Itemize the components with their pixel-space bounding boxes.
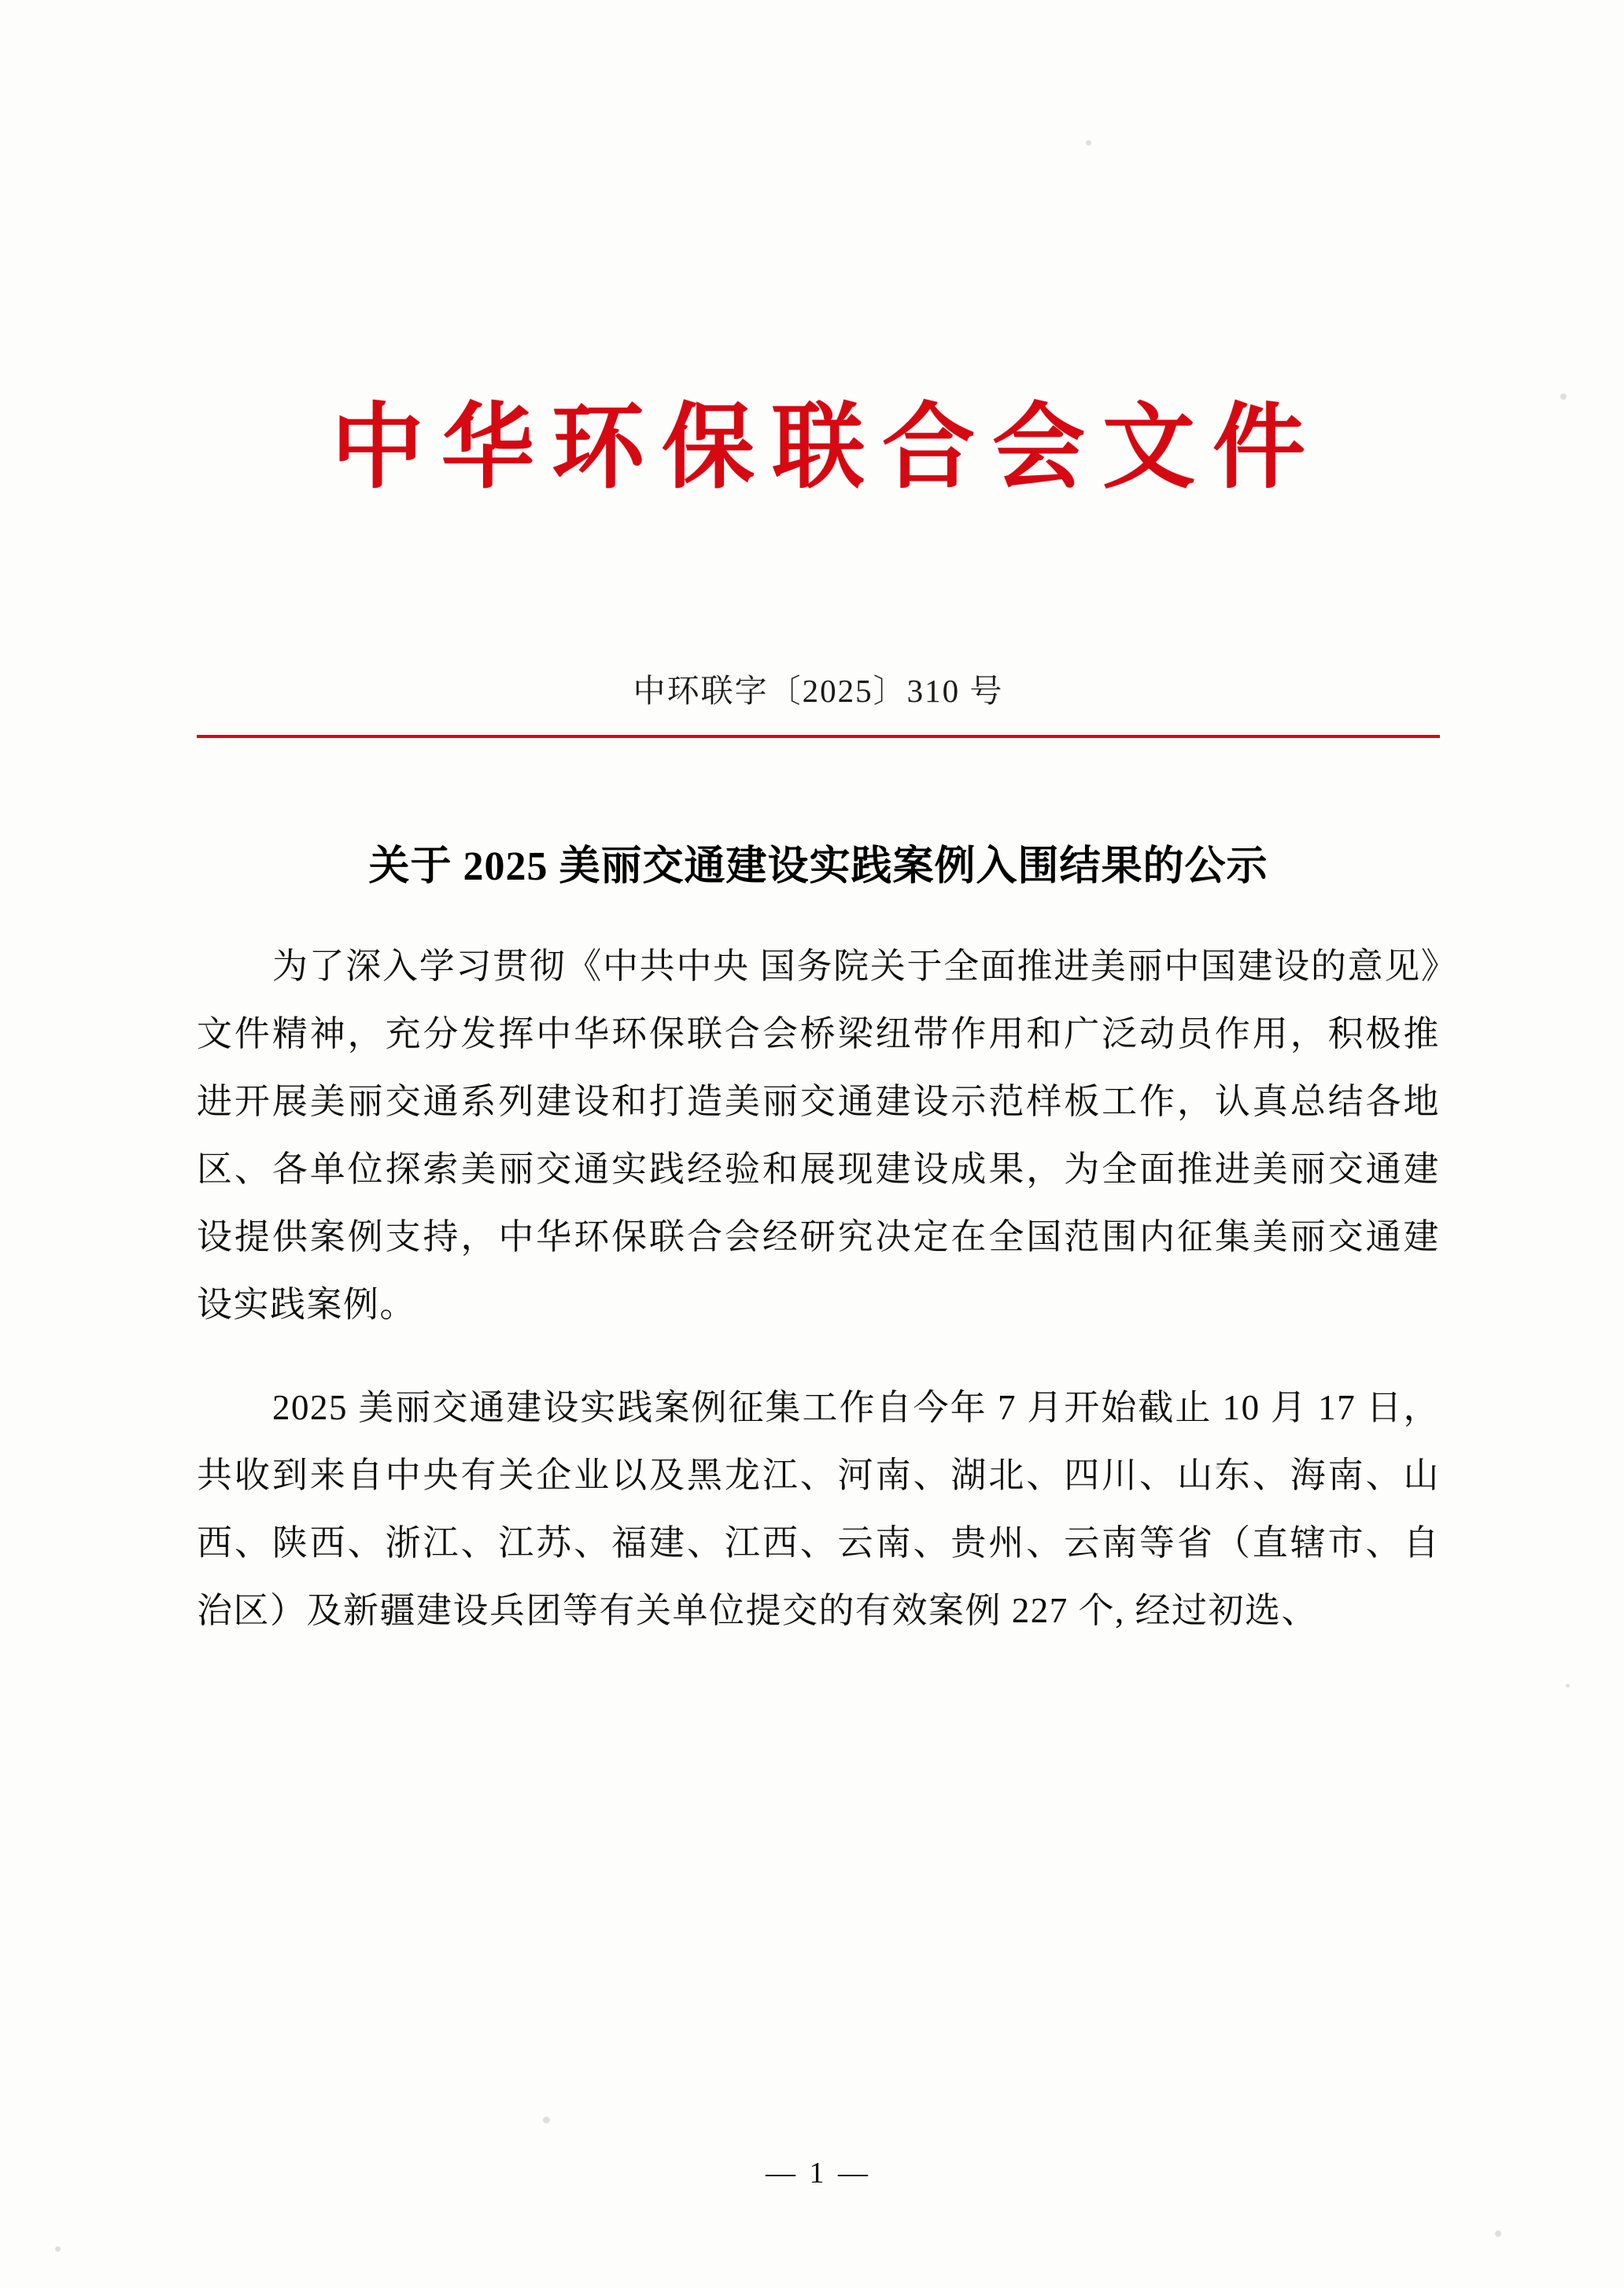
scan-speck (1495, 2231, 1501, 2237)
document-number: 中环联字〔2025〕310 号 (633, 672, 1004, 709)
masthead-title: 中华环保联合会文件 (330, 397, 1323, 500)
scan-speck (1560, 393, 1567, 400)
document-content (197, 0, 1440, 2288)
scan-speck (55, 2246, 61, 2252)
body-paragraph-1: 为了深入学习贯彻《中共中央 国务院关于全面推进美丽中国建设的意见》文件精神，充分发挥中华环保联合会桥梁纽带作用和广泛动员作用，积极推进开展美丽交通系列建设和打造美丽交通建设示范样板工作，认真总结各地区、各单位探索美丽交通实践经验和展现建设成果，为全面推进美丽交通建设提供案例支持，中华环保联合会经研究决定在全国范围内征集美丽交通建设实践案例。 (197, 946, 1440, 1324)
page-title: 关于 2025 美丽交通建设实践案例入围结果的公示 (368, 843, 1268, 889)
red-divider-rule (197, 735, 1440, 738)
page-number: — 1 — (766, 2157, 871, 2190)
body-paragraph-2: 2025 美丽交通建设实践案例征集工作自今年 7 月开始截止 10 月 17 日，共收到来自中央有关企业以及黑龙江、河南、湖北、四川、山东、海南、山西、陕西、浙江、江苏、福建、江西、云南、贵州、云南等省（直辖市、自治区）及新疆建设兵团等有关单位提交的有效案例 227 个, 经过初选、 (197, 1387, 1440, 1630)
scan-speck (1566, 1684, 1570, 1688)
